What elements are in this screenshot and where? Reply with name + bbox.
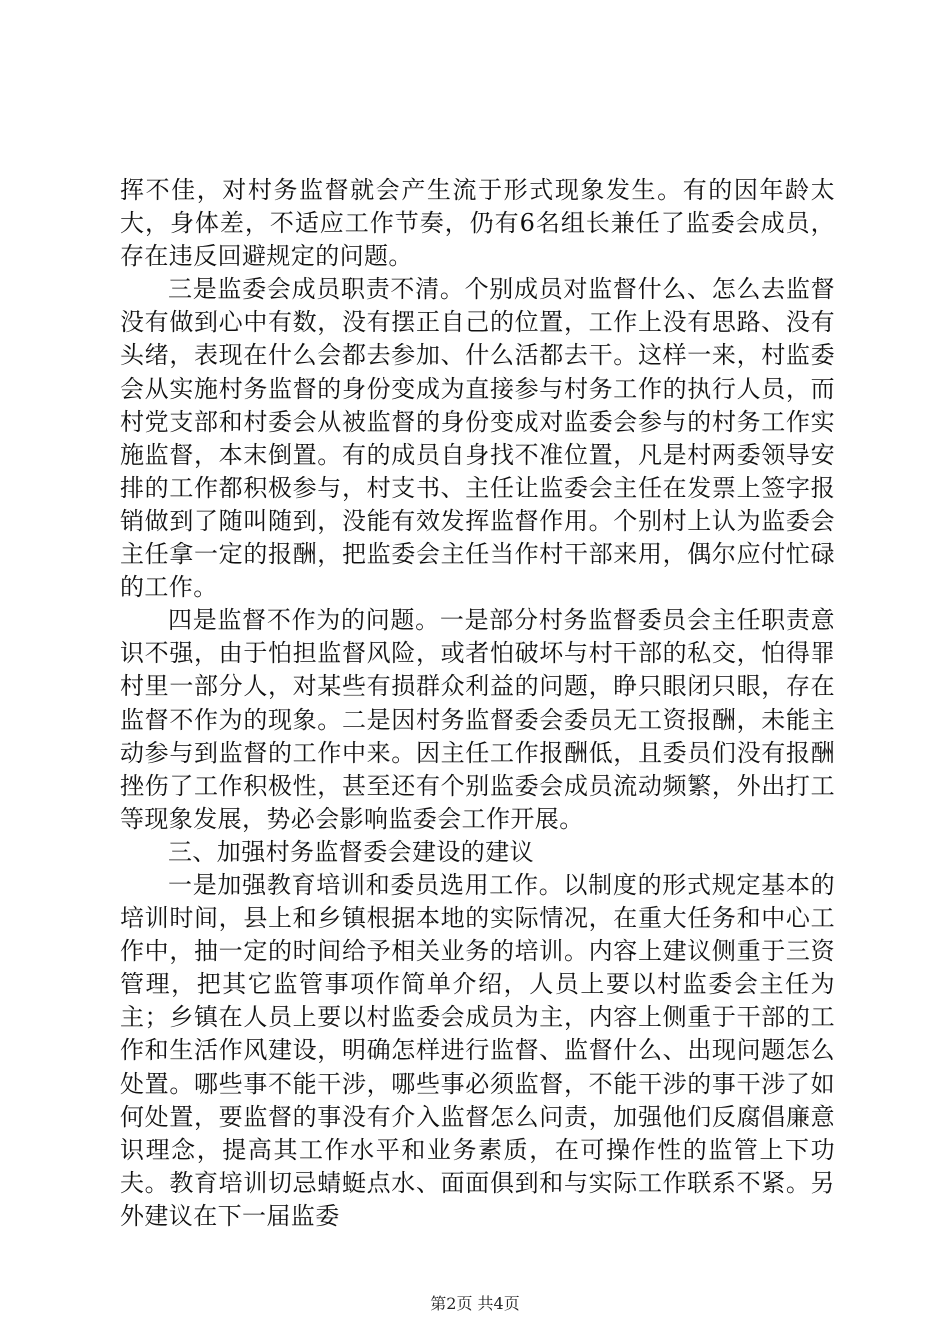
page-number-footer: 第2页 共4页 — [430, 1294, 520, 1313]
section-heading: 三、加强村务监督委会建设的建议 — [168, 837, 534, 866]
document-body — [120, 174, 835, 1233]
paragraph-point-three: 三是监委会成员职责不清。个别成员对监督什么、怎么去监督没有做到心中有数，没有摆正自己的位置，工作上没有思路、没有头绪，表现在什么会都去参加、什么活都去干。这样一来，村监委会从实施村务监督的身份变成为直接参与村务工作的执行人员，而村党支部和村委会从被监督的身份变成对监委会参与的村务工作实施监督，本末倒置。有的成员自身找不准位置，凡是村两委领导安排的工作都积极参与，村支书、主任让监委会主任在发票上签字报销做到了随叫随到，没能有效发挥监督作用。个别村上认为监委会主任拿一定的报酬，把监委会主任当作村干部来用，偶尔应付忙碌的工作。 — [120, 275, 835, 602]
paragraph-point-four: 四是监督不作为的问题。一是部分村务监督委员会主任职责意识不强，由于怕担监督风险，或者怕破坏与村干部的私交，怕得罪村里一部分人，对某些有损群众利益的问题，睁只眼闭只眼，存在监督不作为的现象。二是因村务监督委会委员无工资报酬，未能主动参与到监督的工作中来。因主任工作报酬低，且委员们没有报酬挫伤了工作积极性，甚至还有个别监委会成员流动频繁，外出打工等现象发展，势必会影响监委会工作开展。 — [120, 606, 835, 833]
paragraph-suggestion-one: 一是加强教育培训和委员选用工作。以制度的形式规定基本的培训时间，县上和乡镇根据本地的实际情况，在重大任务和中心工作中，抽一定的时间给予相关业务的培训。内容上建议侧重于三资管理，把其它监管事项作简单介绍，人员上要以村监委会主任为主；乡镇在人员上要以村监委会成员为主，内容上侧重于干部的工作和生活作风建设，明确怎样进行监督、监督什么、出现问题怎么处置。哪些事不能干涉，哪些事必须监督，不能干涉的事干涉了如何处置，要监督的事没有介入监督怎么问责，加强他们反腐倡廉意识理念，提高其工作水平和业务素质，在可操作性的监管上下功夫。教育培训切忌蜻蜓点水、面面俱到和与实际工作联系不紧。另外建议在下一届监委 — [120, 870, 835, 1230]
paragraph-continuation: 挥不佳，对村务监督就会产生流于形式现象发生。有的因年龄太大，身体差，不适应工作节奏，仍有6名组长兼任了监委会成员，存在违反回避规定的问题。 — [120, 176, 835, 271]
